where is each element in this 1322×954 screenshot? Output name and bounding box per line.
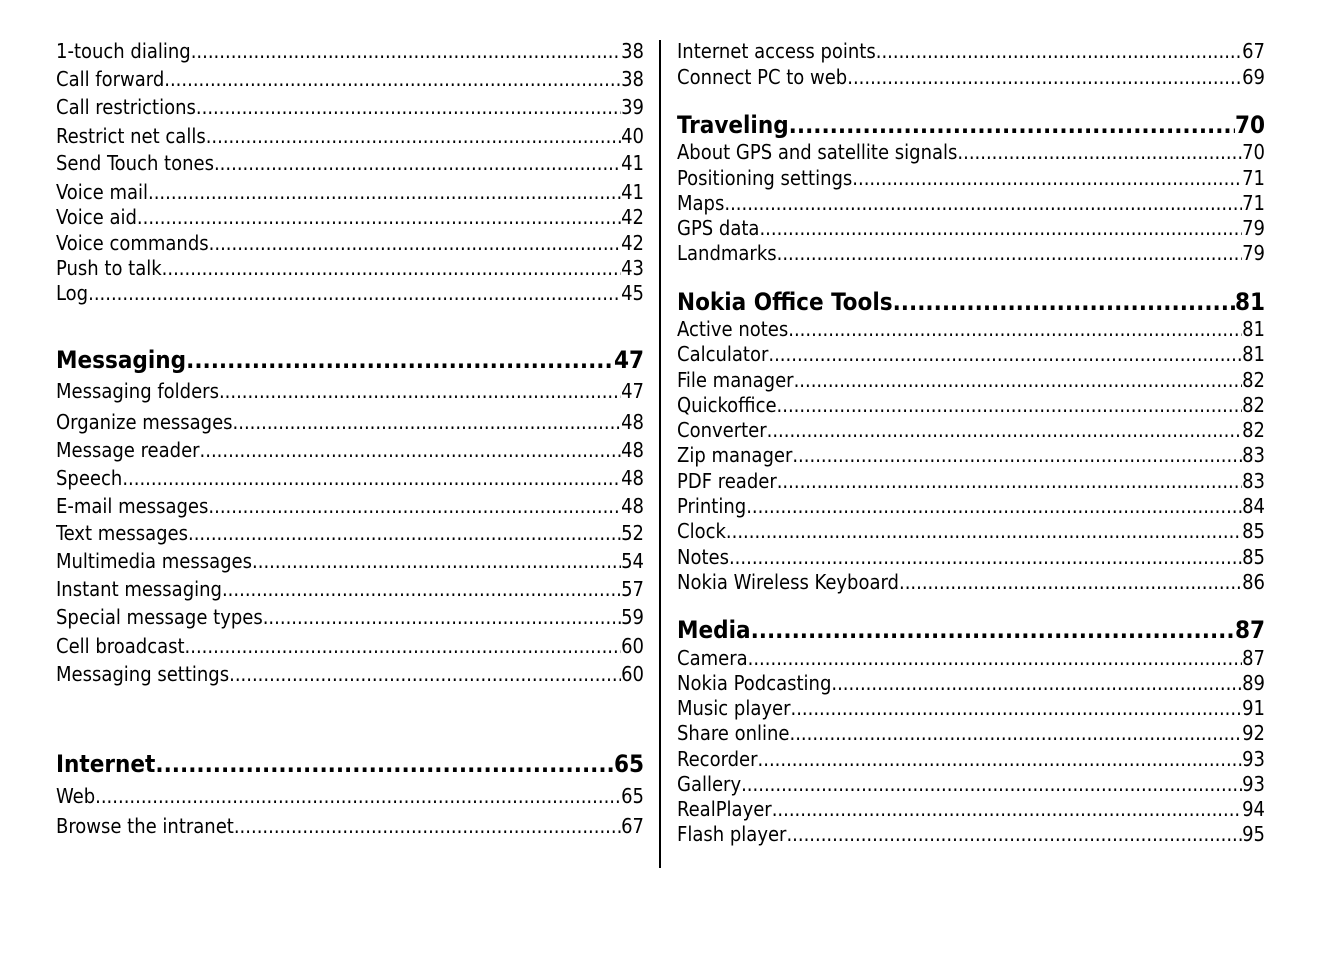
toc-entry[interactable] <box>677 796 1265 822</box>
dot-leader <box>155 748 614 780</box>
toc-page-number: 54 <box>621 549 644 573</box>
toc-label: Browse the intranet <box>56 814 234 838</box>
toc-label: Multimedia messages <box>56 549 253 573</box>
toc-label: Quickoffice <box>677 393 777 417</box>
toc-page-number: 71 <box>1242 191 1265 215</box>
dot-leader <box>137 204 621 230</box>
dot-leader <box>876 38 1242 64</box>
toc-entry[interactable] <box>677 493 1265 519</box>
toc-page-number: 82 <box>1242 393 1265 417</box>
toc-entry[interactable] <box>677 417 1265 443</box>
toc-entry[interactable] <box>677 392 1265 418</box>
toc-entry[interactable] <box>56 604 644 630</box>
dot-leader <box>234 813 621 839</box>
toc-entry[interactable] <box>56 576 644 602</box>
dot-leader <box>789 109 1235 141</box>
toc-page-number: 71 <box>1242 166 1265 190</box>
toc-page-number: 84 <box>1242 494 1265 518</box>
toc-label: File manager <box>677 368 794 392</box>
dot-leader <box>148 179 621 205</box>
dot-leader <box>206 123 621 149</box>
toc-page-number: 92 <box>1242 721 1265 745</box>
toc-section-heading[interactable] <box>677 109 1265 141</box>
toc-page-number: 48 <box>621 410 644 434</box>
toc-page-number: 42 <box>621 231 644 255</box>
toc-entry[interactable] <box>56 150 644 176</box>
toc-page-number: 70 <box>1242 140 1265 164</box>
toc-page-number: 91 <box>1242 696 1265 720</box>
toc-page-number: 82 <box>1242 418 1265 442</box>
toc-label: Nokia Wireless Keyboard <box>677 570 899 594</box>
toc-page-number: 85 <box>1242 545 1265 569</box>
toc-label: Messaging <box>56 346 187 374</box>
toc-entry[interactable] <box>56 230 644 256</box>
toc-page-number: 67 <box>621 814 644 838</box>
toc-page-number: 65 <box>613 750 644 778</box>
dot-leader <box>229 661 621 687</box>
toc-entry[interactable] <box>677 720 1265 746</box>
toc-entry[interactable] <box>677 38 1265 64</box>
toc-label: Nokia Podcasting <box>677 671 832 695</box>
dot-leader <box>777 468 1242 494</box>
toc-page-number: 42 <box>621 205 644 229</box>
toc-label: Calculator <box>677 342 769 366</box>
toc-label: Speech <box>56 466 123 490</box>
toc-label: Voice aid <box>56 205 137 229</box>
dot-leader <box>233 409 622 435</box>
dot-leader <box>186 344 614 376</box>
toc-page-number: 69 <box>1242 65 1265 89</box>
toc-page-number: 81 <box>1242 342 1265 366</box>
toc-entry[interactable] <box>677 341 1265 367</box>
toc-page-number: 59 <box>621 605 644 629</box>
toc-page-number: 83 <box>1242 469 1265 493</box>
toc-entry[interactable] <box>677 240 1265 266</box>
column-divider <box>659 40 661 868</box>
toc-label: Traveling <box>677 111 789 139</box>
dot-leader <box>746 493 1242 519</box>
toc-label: Internet <box>56 750 156 778</box>
toc-page-number: 52 <box>621 521 644 545</box>
toc-page-number: 60 <box>621 634 644 658</box>
toc-entry[interactable] <box>677 316 1265 342</box>
toc-label: Call forward <box>56 67 165 91</box>
toc-section-heading[interactable] <box>56 344 644 376</box>
toc-label: Maps <box>677 191 725 215</box>
dot-leader <box>726 518 1242 544</box>
toc-label: Log <box>56 281 89 305</box>
toc-entry[interactable] <box>677 670 1265 696</box>
toc-page-number: 41 <box>621 180 644 204</box>
toc-entry[interactable] <box>56 493 644 519</box>
dot-leader <box>899 569 1242 595</box>
toc-entry[interactable] <box>677 569 1265 595</box>
dot-leader <box>222 576 621 602</box>
toc-entry[interactable] <box>56 465 644 491</box>
toc-page-number: 81 <box>1242 317 1265 341</box>
toc-label: Notes <box>677 545 729 569</box>
dot-leader <box>893 286 1235 318</box>
toc-page-number: 67 <box>1242 39 1265 63</box>
toc-label: Internet access points <box>677 39 876 63</box>
toc-page-number: 65 <box>621 784 644 808</box>
dot-leader <box>788 316 1242 342</box>
dot-leader <box>792 442 1242 468</box>
toc-entry[interactable] <box>677 746 1265 772</box>
dot-leader <box>95 783 621 809</box>
toc-entry[interactable] <box>677 544 1265 570</box>
toc-page-number: 48 <box>621 494 644 518</box>
toc-label: 1-touch dialing <box>56 39 191 63</box>
toc-entry[interactable] <box>56 280 644 306</box>
toc-entry[interactable] <box>56 378 644 404</box>
toc-entry[interactable] <box>56 94 644 120</box>
toc-label: Message reader <box>56 438 200 462</box>
toc-page-number: 83 <box>1242 443 1265 467</box>
toc-label: GPS data <box>677 216 760 240</box>
toc-label: Recorder <box>677 747 758 771</box>
toc-page-number: 39 <box>621 95 644 119</box>
toc-entry[interactable] <box>677 771 1265 797</box>
toc-label: Music player <box>677 696 791 720</box>
toc-label: Converter <box>677 418 767 442</box>
toc-page-number: 41 <box>621 151 644 175</box>
toc-page-number: 43 <box>621 256 644 280</box>
toc-entry[interactable] <box>677 64 1265 90</box>
toc-page-number: 48 <box>621 438 644 462</box>
toc-page-number: 70 <box>1234 111 1265 139</box>
toc-entry[interactable] <box>56 66 644 92</box>
toc-page-number: 95 <box>1242 822 1265 846</box>
toc-entry[interactable] <box>677 695 1265 721</box>
toc-label: Push to talk <box>56 256 162 280</box>
dot-leader <box>957 139 1242 165</box>
toc-section-heading[interactable] <box>677 614 1265 646</box>
toc-page-number: 47 <box>613 346 644 374</box>
dot-leader <box>162 255 621 281</box>
toc-page-number: 40 <box>621 124 644 148</box>
toc-page-number: 45 <box>621 281 644 305</box>
dot-leader <box>196 94 621 120</box>
toc-label: Active notes <box>677 317 789 341</box>
toc-label: Zip manager <box>677 443 793 467</box>
dot-leader <box>88 280 621 306</box>
toc-page-number: 87 <box>1234 616 1265 644</box>
toc-page-number: 81 <box>1234 288 1265 316</box>
toc-label: Flash player <box>677 822 787 846</box>
toc-entry[interactable] <box>677 165 1265 191</box>
dot-leader <box>724 190 1242 216</box>
toc-entry[interactable] <box>677 139 1265 165</box>
toc-label: Text messages <box>56 521 188 545</box>
toc-page-number: 47 <box>621 379 644 403</box>
toc-label: Instant messaging <box>56 577 222 601</box>
toc-page-number: 60 <box>621 662 644 686</box>
toc-label: Restrict net calls <box>56 124 206 148</box>
toc-label: Special message types <box>56 605 263 629</box>
toc-label: Gallery <box>677 772 742 796</box>
toc-label: Messaging folders <box>56 379 219 403</box>
toc-label: Media <box>677 616 751 644</box>
dot-leader <box>748 645 1242 671</box>
toc-entry[interactable] <box>677 468 1265 494</box>
toc-entry[interactable] <box>677 821 1265 847</box>
dot-leader <box>164 66 621 92</box>
toc-page-number: 93 <box>1242 772 1265 796</box>
dot-leader <box>794 367 1243 393</box>
dot-leader <box>786 821 1242 847</box>
toc-entry[interactable] <box>677 190 1265 216</box>
toc-label: PDF reader <box>677 469 777 493</box>
toc-label: Call restrictions <box>56 95 196 119</box>
dot-leader <box>214 150 621 176</box>
toc-label: Cell broadcast <box>56 634 185 658</box>
dot-leader <box>191 38 621 64</box>
toc-page-number: 87 <box>1242 646 1265 670</box>
toc-entry[interactable] <box>56 38 644 64</box>
toc-page-number: 93 <box>1242 747 1265 771</box>
dot-leader <box>790 720 1243 746</box>
dot-leader <box>758 746 1243 772</box>
toc-label: Web <box>56 784 96 808</box>
toc-page-number: 38 <box>621 67 644 91</box>
toc-page-number: 48 <box>621 466 644 490</box>
toc-section-heading[interactable] <box>56 748 644 780</box>
toc-page-number: 79 <box>1242 241 1265 265</box>
toc-label: Send Touch tones <box>56 151 214 175</box>
toc-entry[interactable] <box>56 255 644 281</box>
dot-leader <box>790 695 1242 721</box>
dot-leader <box>252 548 621 574</box>
toc-page-number: 38 <box>621 39 644 63</box>
toc-label: Share online <box>677 721 790 745</box>
toc-entry[interactable] <box>56 437 644 463</box>
toc-page-number: 79 <box>1242 216 1265 240</box>
dot-leader <box>831 670 1242 696</box>
toc-entry[interactable] <box>677 645 1265 671</box>
dot-leader <box>847 64 1242 90</box>
toc-label: Messaging settings <box>56 662 230 686</box>
dot-leader <box>729 544 1242 570</box>
toc-entry[interactable] <box>56 179 644 205</box>
dot-leader <box>263 604 621 630</box>
toc-page-number: 82 <box>1242 368 1265 392</box>
toc-entry[interactable] <box>56 813 644 839</box>
toc-label: Connect PC to web <box>677 65 848 89</box>
toc-label: Camera <box>677 646 748 670</box>
dot-leader <box>200 437 622 463</box>
toc-page-number: 85 <box>1242 519 1265 543</box>
toc-label: Clock <box>677 519 726 543</box>
toc-entry[interactable] <box>677 442 1265 468</box>
toc-label: Nokia Office Tools <box>677 288 893 316</box>
dot-leader <box>219 378 621 404</box>
toc-entry[interactable] <box>56 548 644 574</box>
toc-label: Landmarks <box>677 241 777 265</box>
toc-entry[interactable] <box>677 518 1265 544</box>
dot-leader <box>188 520 621 546</box>
toc-section-heading[interactable] <box>677 286 1265 318</box>
dot-leader <box>751 614 1235 646</box>
toc-entry[interactable] <box>56 204 644 230</box>
dot-leader <box>777 392 1243 418</box>
dot-leader <box>768 341 1242 367</box>
toc-label: RealPlayer <box>677 797 772 821</box>
dot-leader <box>185 633 622 659</box>
dot-leader <box>741 771 1242 797</box>
toc-entry[interactable] <box>56 123 644 149</box>
toc-entry[interactable] <box>56 409 644 435</box>
toc-label: About GPS and satellite signals <box>677 140 958 164</box>
toc-entry[interactable] <box>677 215 1265 241</box>
toc-page-number: 57 <box>621 577 644 601</box>
toc-page-number: 94 <box>1242 797 1265 821</box>
toc-entry[interactable] <box>677 367 1265 393</box>
toc-entry[interactable] <box>56 633 644 659</box>
toc-label: E-mail messages <box>56 494 209 518</box>
dot-leader <box>852 165 1242 191</box>
dot-leader <box>122 465 621 491</box>
dot-leader <box>772 796 1242 822</box>
dot-leader <box>209 230 621 256</box>
toc-page-number: 86 <box>1242 570 1265 594</box>
toc-label: Organize messages <box>56 410 233 434</box>
toc-label: Printing <box>677 494 747 518</box>
dot-leader <box>767 417 1243 443</box>
toc-entry[interactable] <box>56 783 644 809</box>
toc-page-number: 89 <box>1242 671 1265 695</box>
dot-leader <box>759 215 1242 241</box>
dot-leader <box>777 240 1242 266</box>
toc-entry[interactable] <box>56 520 644 546</box>
toc-label: Positioning settings <box>677 166 853 190</box>
toc-label: Voice mail <box>56 180 148 204</box>
toc-label: Voice commands <box>56 231 209 255</box>
dot-leader <box>208 493 621 519</box>
toc-entry[interactable] <box>56 661 644 687</box>
